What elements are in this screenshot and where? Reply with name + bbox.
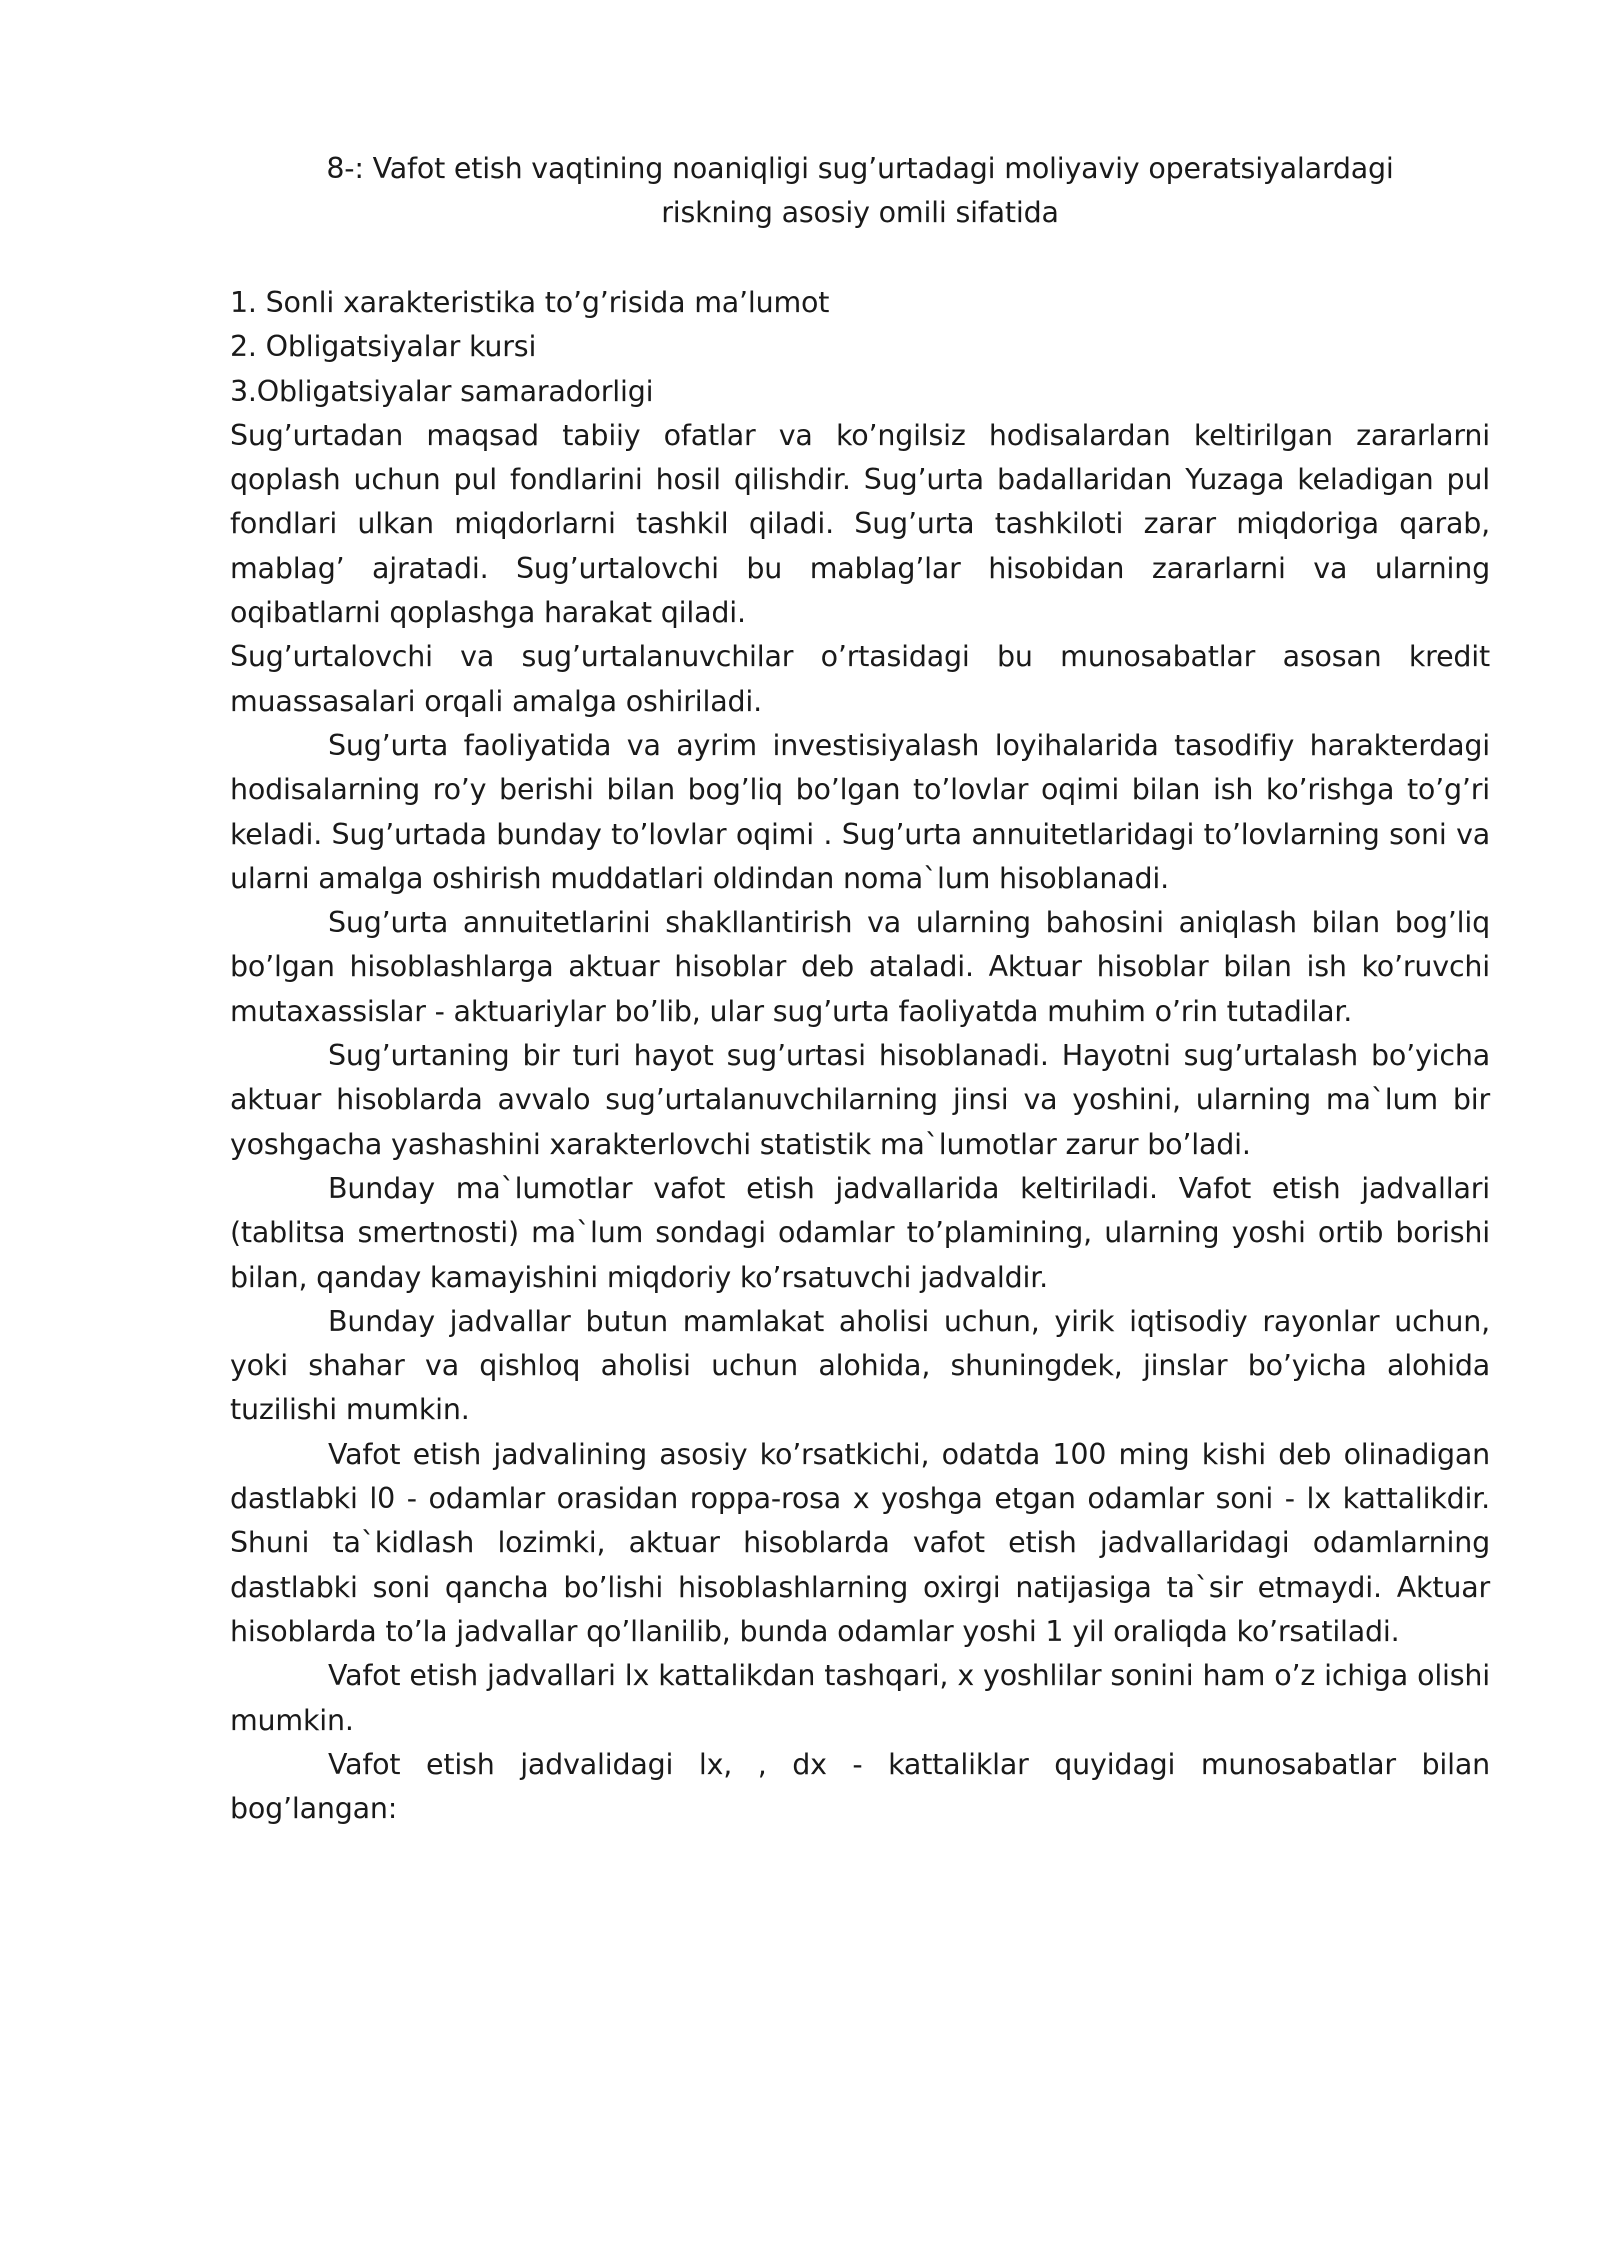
title-line-2: riskning asosiy omili sifatida bbox=[661, 196, 1059, 229]
document-title bbox=[230, 147, 1490, 235]
body-text bbox=[230, 414, 1490, 1832]
paragraph: Vafot etish jadvalining asosiy ko’rsatkichi, odatda 100 ming kishi deb olinadigan dastlabki l0 - odamlar orasidan roppa-rosa x yoshga etgan odamlar soni - lx kattalikdir. Shuni ta`kidlash lozimki, aktuar hisoblarda vafot etish jadvallaridagi odamlarning dastlabki soni qancha bo’lishi hisoblashlarning oxirgi natijasiga ta`sir etmaydi. Aktuar hisoblarda to’la jadvallar qo’llanilib, bunda odamlar yoshi 1 yil oraliqda ko’rsatiladi. bbox=[230, 1437, 1490, 1648]
list-item: 2. Obligatsiyalar kursi bbox=[230, 330, 537, 364]
title-line-1: 8-: Vafot etish vaqtining noaniqligi sug’urtadagi moliyaviy operatsiyalardagi bbox=[326, 152, 1394, 185]
list-item: 3.Obligatsiyalar samaradorligi bbox=[230, 374, 654, 408]
paragraph: Vafot etish jadvalidagi lx, , dx - kattaliklar quyidagi munosabatlar bilan bog’langan: bbox=[230, 1747, 1490, 1826]
paragraph: Sug’urta annuitetlarini shakllantirish va ularning bahosini aniqlash bilan bog’liq bo’lgan hisoblashlarga aktuar hisoblar deb ataladi. Aktuar hisoblar bilan ish ko’ruvchi mutaxassislar - aktuariylar bo’lib, ular sug’urta faoliyatda muhim o’rin tutadilar. bbox=[230, 906, 1490, 1028]
paragraph: Sug’urtaning bir turi hayot sug’urtasi hisoblanadi. Hayotni sug’urtalash bo’yicha aktuar hisoblarda avvalo sug’urtalanuvchilarning jinsi va yoshini, ularning ma`lum bir yoshgacha yashashini xarakterlovchi statistik ma`lumotlar zarur bo’ladi. bbox=[230, 1039, 1490, 1161]
paragraph: Vafot etish jadvallari lx kattalikdan tashqari, x yoshlilar sonini ham o’z ichiga olishi mumkin. bbox=[230, 1659, 1490, 1737]
paragraph: Bunday ma`lumotlar vafot etish jadvallarida keltiriladi. Vafot etish jadvallari (tablitsa smertnosti) ma`lum sondagi odamlar to’plamining, ularning yoshi ortib borishi bilan, qanday kamayishini miqdoriy ko’rsatuvchi jadvaldir. bbox=[230, 1171, 1490, 1294]
paragraph: Bunday jadvallar butun mamlakat aholisi uchun, yirik iqtisodiy rayonlar uchun, yoki shahar va qishloq aholisi uchun alohida, shuningdek, jinslar bo’yicha alohida tuzilishi mumkin. bbox=[230, 1304, 1490, 1427]
paragraph: Sug’urtadan maqsad tabiiy ofatlar va ko’ngilsiz hodisalardan keltirilgan zararlarni qoplash uchun pul fondlarini hosil qilishdir. Sug’urta badallaridan Yuzaga keladigan pul fondlari ulkan miqdorlarni tashkil qiladi. Sug’urta tashkiloti zarar miqdoriga qarab, mablag’ ajratadi. Sug’urtalovchi bu mablag’lar hisobidan zararlarni va ularning oqibatlarni qoplashga harakat qiladi. bbox=[230, 418, 1490, 630]
paragraph: Sug’urtalovchi va sug’urtalanuvchilar o’rtasidagi bu munosabatlar asosan kredit muassasalari orqali amalga oshiriladi. bbox=[230, 640, 1490, 718]
list-item: 1. Sonli xarakteristika to’g’risida ma’lumot bbox=[230, 286, 830, 319]
spacer bbox=[230, 235, 1490, 281]
topic-list bbox=[230, 281, 1490, 414]
document-page bbox=[230, 147, 1490, 1831]
paragraph: Sug’urta faoliyatida va ayrim investisiyalash loyihalarida tasodifiy harakterdagi hodisalarning ro’y berishi bilan bog’liq bo’lgan to’lovlar oqimi bilan ish ko’rishga to’g’ri keladi. Sug’urtada bunday to’lovlar oqimi . Sug’urta annuitetlaridagi to’lovlarning soni va ularni amalga oshirish muddatlari oldindan noma`lum hisoblanadi. bbox=[230, 728, 1490, 895]
